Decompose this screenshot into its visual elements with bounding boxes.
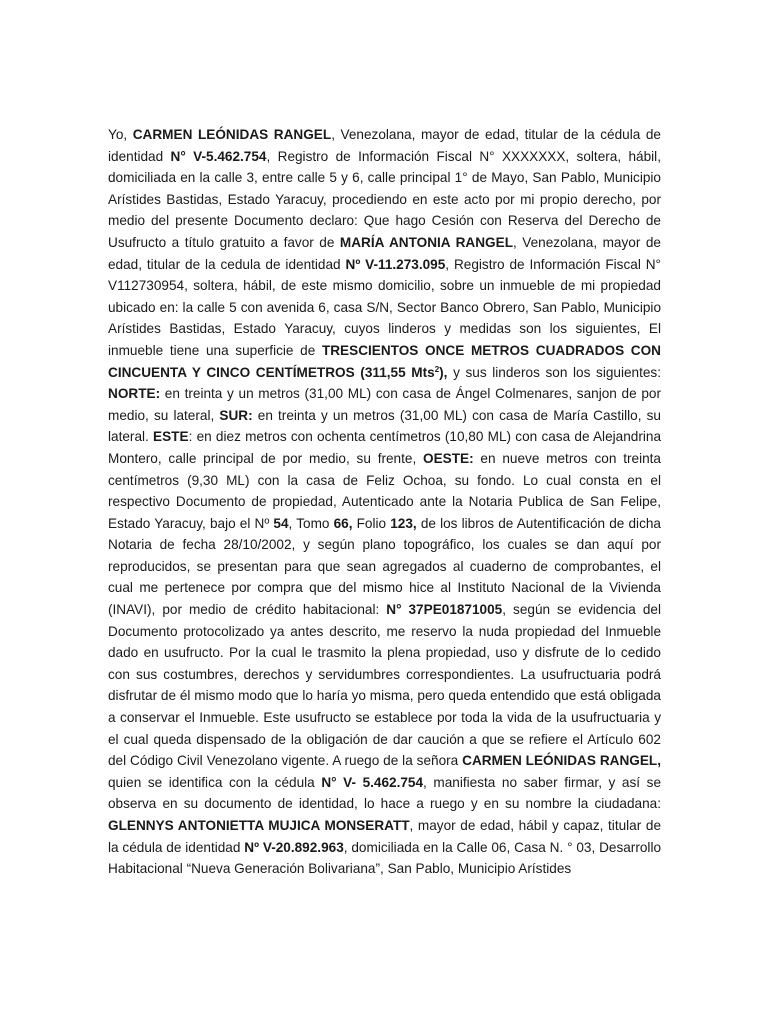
text-run: quien se identifica con la cédula xyxy=(108,774,322,790)
text-run: : en diez metros con ochenta centímetros (10,80 ML) con casa de Alejandrina Montero, calle principal de por medio, su frente, xyxy=(108,429,662,466)
bold-text-run: TRESCIENTOS ONCE METROS CUADRADOS CON CINCUENTA Y CINCO CENTÍMETROS (311,55 Mts xyxy=(108,342,662,380)
text-run: Yo, xyxy=(108,127,133,142)
bold-text-run: ), xyxy=(439,364,448,380)
text-run: y sus linderos son los siguientes: xyxy=(447,364,662,380)
bold-text-run: 123, xyxy=(390,515,417,531)
text-run: de los libros de Autentificación de dicha Notaria de fecha 28/10/2002, y según plano topográfico, los cuales se dan aquí por reproducidos, se presentan para que sean agregados al cuaderno de comprobantes, el cual me pertenece por compra que del mismo hice al Instituto Nacional de la Vivienda (INAVI), por medio de crédito habitacional: xyxy=(108,515,661,618)
bold-text-run: ESTE xyxy=(153,429,189,445)
text-run: , Registro de Información Fiscal N° XXXXXXX, soltera, hábil, domiciliada en la calle 3, entre calle 5 y 6, calle principal 1° de Mayo, San Pablo, Municipio Arístides Bastidas, Estado Yaracuy, procediendo en este acto por mi propio derecho, por medio del presente Documento declaro: Que hago Cesión con Reserva del Derecho de Usufructo a título gratuito a favor de xyxy=(108,148,661,250)
bold-text-run: 54 xyxy=(273,515,289,531)
bold-text-run: N° 37PE01871005 xyxy=(386,602,503,618)
superscript-text: 2 xyxy=(434,364,440,374)
document-body-paragraph xyxy=(108,124,661,880)
bold-text-run: OESTE: xyxy=(423,450,474,466)
text-run: , Venezolana, mayor de edad, titular de la cedula de identidad xyxy=(108,234,661,272)
text-run: , manifiesta no saber firmar, y así se observa en su documento de identidad, lo hace a ruego y en su nombre la ciudadana: xyxy=(108,774,662,812)
bold-text-run: GLENNYS ANTONIETTA MUJICA MONSERATT xyxy=(108,818,410,833)
text-run: Folio xyxy=(352,515,391,531)
bold-text-run: CARMEN LEÓNIDAS RANGEL xyxy=(132,127,332,142)
bold-text-run: 66, xyxy=(333,515,353,531)
bold-text-run: NORTE: xyxy=(108,386,161,402)
text-run: en treinta y un metros (31,00 ML) con casa de Ángel Colmenares, sanjon de por medio, su lateral, xyxy=(108,386,661,423)
bold-text-run: Nº V-11.273.095 xyxy=(345,256,446,272)
text-run: , Tomo xyxy=(288,515,334,531)
text-run: , domiciliada en la Calle 06, Casa N. ° 03, Desarrollo Habitacional “Nueva Generación Bolivariana”, San Pablo, Municipio Arístides xyxy=(108,839,662,877)
text-run: en nueve metros con treinta centímetros (9,30 ML) con la casa de Feliz Ochoa, su fondo. Lo cual consta en el respectivo Documento de propiedad, Autenticado ante la Notaria Publica de San Felipe, Estado Yaracuy, bajo el Nº xyxy=(108,450,661,531)
text-run: en treinta y un metros (31,00 ML) con casa de María Castillo, su lateral. xyxy=(108,407,661,445)
bold-text-run: N° V-5.462.754 xyxy=(170,148,267,164)
text-run: , Registro de Información Fiscal N° V112730954, soltera, hábil, de este mismo domicilio, sobre un inmueble de mi propiedad ubicado en: la calle 5 con avenida 6, casa S/N, Sector Banco Obrero, San Pablo, Municipio Arístides Bastidas, Estado Yaracuy, cuyos linderos y medidas son los siguientes, El inmueble tiene una superficie de xyxy=(108,256,661,358)
text-run: , mayor de edad, hábil y capaz, titular de la cédula de identidad xyxy=(108,818,661,855)
bold-text-run: Nº V-20.892.963 xyxy=(244,839,344,855)
text-run: , según se evidencia del Documento protocolizado ya antes descrito, me reservo la nuda propiedad del Inmueble dado en usufructo. Por la cual le trasmito la plena propiedad, uso y disfrute de lo cedido con sus costumbres, derechos y servidumbres correspondientes. La usufructuaria podrá disfrutar de él mismo modo que lo haría yo misma, pero queda entendido que está obligada a conservar el Inmueble. Este usufructo se establece por toda la vida de la usufructuaria y el cual queda dispensado de la obligación de dar caución a que se refiere el Artículo 602 del Código Civil Venezolano vigente. A ruego de la señora xyxy=(108,602,661,769)
bold-text-run: CARMEN LEÓNIDAS RANGEL, xyxy=(462,753,661,769)
bold-text-run: SUR: xyxy=(219,407,253,423)
bold-text-run: MARÍA ANTONIA RANGEL xyxy=(339,234,514,250)
bold-text-run: N° V- 5.462.754 xyxy=(321,774,424,790)
text-run: , Venezolana, mayor de edad, titular de la cédula de identidad xyxy=(108,127,661,164)
